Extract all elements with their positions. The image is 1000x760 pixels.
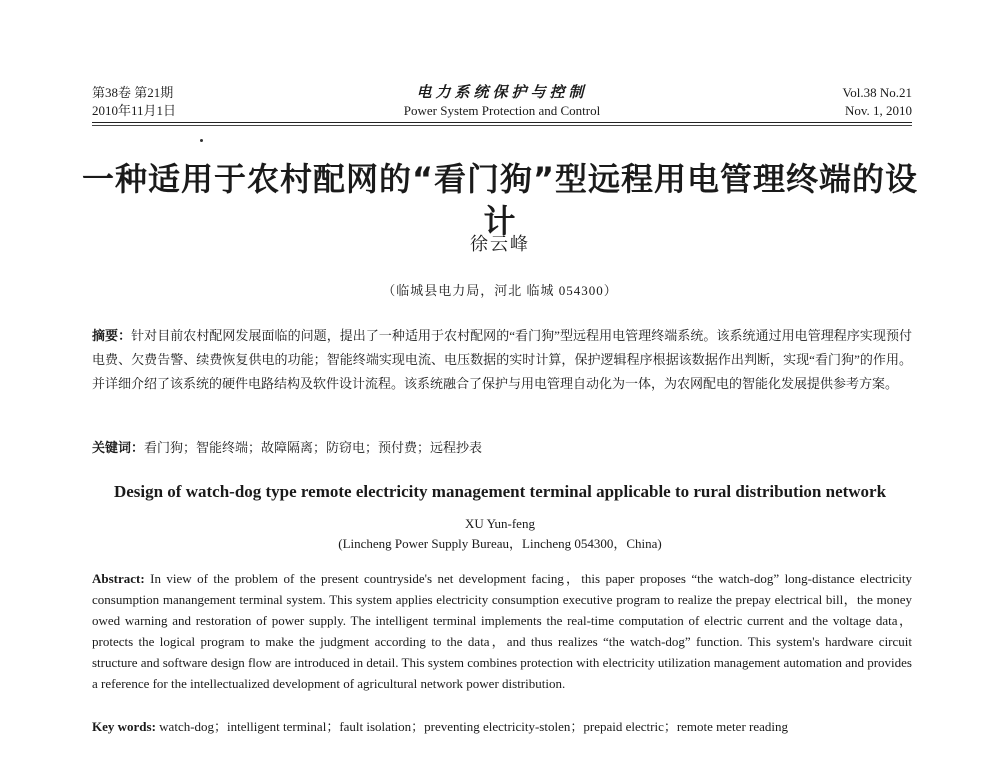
abstract-cn-label: 摘要： <box>92 328 132 343</box>
journal-name-cn: 电力系统保护与控制 <box>416 85 588 101</box>
header-center <box>92 84 912 120</box>
keywords-en-text: watch-dog；intelligent terminal；fault isolation；preventing electricity-stolen；prepaid electric；remote meter reading <box>159 719 789 734</box>
keywords-en-label: Key words: <box>92 719 156 734</box>
date-en: Nov. 1, 2010 <box>844 103 912 118</box>
affiliation-cn: （临城县电力局，河北 临城 054300） <box>382 283 618 298</box>
paper-title-en: Design of watch-dog type remote electricity management terminal applicable to rural distribution network <box>113 482 887 501</box>
keywords-cn <box>92 437 912 459</box>
scan-speck <box>200 139 203 142</box>
author-cn: 徐云峰 <box>470 234 530 254</box>
header-rule <box>92 122 912 123</box>
abstract-en-label: Abstract: <box>92 571 145 586</box>
abstract-en <box>92 568 912 694</box>
author-en: XU Yun-feng <box>465 516 535 531</box>
keywords-cn-label: 关键词： <box>92 440 145 455</box>
volume-en: Vol.38 No.21 <box>842 85 912 100</box>
abstract-cn-text: 针对目前农村配网发展面临的问题，提出了一种适用于农村配网的“看门狗”型远程用电管理终端系统。该系统通过用电管理程序实现预付电费、欠费告警、续费恢复供电的功能；智能终端实现电流、电压数据的实时计算，保护逻辑程序根据该数据作出判断，实现“看门狗”的作用。并详细介绍了该系统的硬件电路结构及软件设计流程。该系统融合了保护与用电管理自动化为一体，为农网配电的智能化发展提供参考方案。 <box>92 328 912 391</box>
header-rule-thin <box>92 125 912 126</box>
journal-name-en: Power System Protection and Control <box>403 103 601 118</box>
abstract-en-text: In view of the problem of the present countryside's net development facing，this paper proposes “the watch-dog” long-distance electricity consumption manangement terminal system. This system applies electricity consumption executive program to realize the prepay electrical bill，the money owed warning and restoration of power supply. The intelligent terminal implements the real-time computation of electric current and the voltage data，protects the logical program to make the judgment according to the data，and thus realizes “the watch-dog” function. This system's hardware circuit structure and software design flow are introduced in detail. This system combines protection with electricity utilization management automation and provides a reference for the intellectualized development of agricultural network power distribution. <box>92 571 913 691</box>
running-header <box>92 84 912 124</box>
abstract-cn <box>92 324 912 396</box>
keywords-cn-text: 看门狗；智能终端；故障隔离；防窃电；预付费；远程抄表 <box>144 440 483 455</box>
volume-cn: 第38卷 第21期 <box>92 85 174 100</box>
keywords-en <box>92 716 912 737</box>
date-cn: 2010年11月1日 <box>92 103 177 118</box>
paper-title-cn: 一种适用于农村配网的“看门狗”型远程用电管理终端的设计 <box>81 160 919 240</box>
affiliation-en: (Lincheng Power Supply Bureau，Lincheng 054300，China) <box>338 536 662 551</box>
header-right <box>843 84 912 120</box>
